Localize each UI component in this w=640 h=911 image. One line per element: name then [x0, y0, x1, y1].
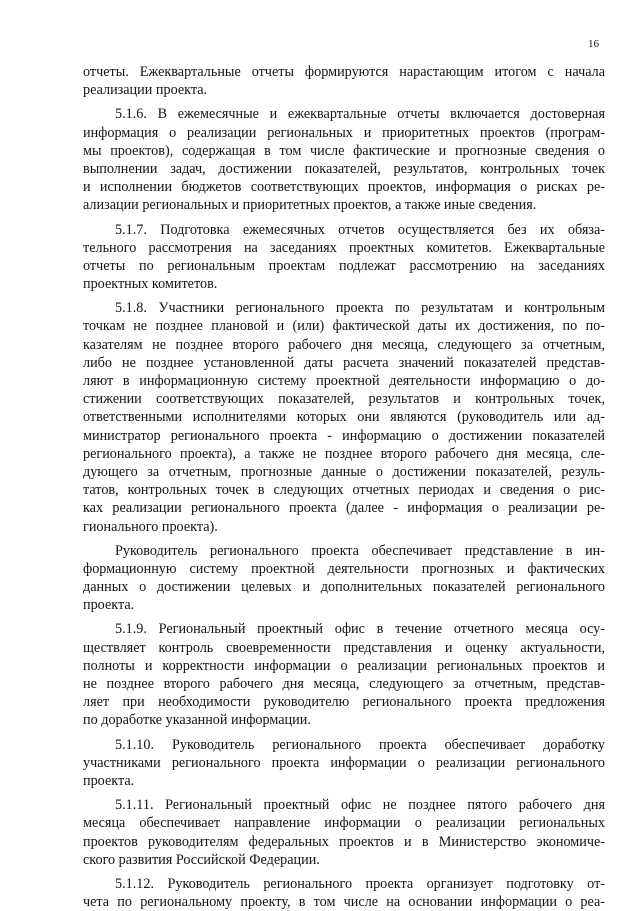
paragraph — [83, 620, 605, 729]
text-line: выполнении задач, достижении показателей, результатов, контрольных точек — [83, 160, 605, 177]
paragraph — [83, 221, 605, 294]
text-line: 5.1.12. Руководитель регионального проекта организует подготовку от- — [115, 875, 605, 892]
text-line: 5.1.7. Подготовка ежемесячных отчетов осуществляется без их обяза- — [115, 221, 605, 238]
text-line: регионального проекта), а также не позднее второго рабочего дня месяца, сле- — [83, 445, 605, 462]
text-line: ляют в информационную систему проектной деятельности информацию о до- — [83, 373, 605, 389]
text-line: реализации проекта. — [83, 82, 208, 99]
text-line: и исполнении бюджетов соответствующих проектов, информация о рисках ре- — [83, 179, 605, 196]
text-line: Руководитель регионального проекта обеспечивает представление в ин- — [115, 542, 605, 559]
text-line: 5.1.9. Региональный проектный офис в течение отчетного месяца осу- — [115, 621, 605, 638]
text-line: ответственными исполнителями которых они являются (руководитель или ад- — [83, 409, 605, 426]
page-number: 16 — [588, 38, 599, 50]
text-line: ского развития Российской Федерации. — [83, 851, 320, 868]
text-line: 5.1.8. Участники регионального проекта по результатам и контрольным — [115, 300, 605, 317]
text-line: 5.1.11. Региональный проектный офис не позднее пятого рабочего дня — [115, 797, 605, 814]
text-line: тельного рассмотрения на заседаниях проектных комитетов. Ежеквартальные — [83, 239, 605, 256]
text-line: точкам не позднее плановой и (или) фактической даты их достижения, по по- — [83, 318, 605, 335]
text-line: дующего за отчетным, прогнозные данные о достижении показателей, резуль- — [83, 463, 605, 480]
document-body — [83, 63, 605, 911]
text-line: отчеты. Ежеквартальные отчеты формируются нарастающим итогом с начала — [83, 64, 605, 80]
paragraph — [83, 875, 605, 911]
text-line: 5.1.6. В ежемесячные и ежеквартальные отчеты включается достоверная — [115, 106, 605, 123]
text-line: полноты и корректности информации о реализации региональных проектов и — [83, 657, 605, 674]
text-line: татов, контрольных точек в следующих отчетных периодах и сведения о рис- — [83, 482, 605, 499]
text-line: казателям не позднее второго рабочего дня месяца, следующего за отчетным, — [83, 336, 605, 353]
paragraph — [83, 796, 605, 869]
text-line: информация о реализации региональных и приоритетных проектов (програм- — [83, 124, 605, 141]
text-line: проекта. — [83, 597, 135, 614]
paragraph — [83, 542, 605, 615]
text-line: мы проектов), содержащая в том числе фактические и прогнозные сведения о — [83, 142, 605, 159]
text-line: по доработке указанной информации. — [83, 712, 311, 729]
text-line: стижении соответствующих показателей, результатов и контрольных точек, — [83, 391, 605, 408]
text-line: ализации региональных и приоритетных проектов, а также иные сведения. — [83, 197, 537, 214]
text-line: проектов руководителям федеральных проектов и в Министерство экономиче- — [83, 833, 605, 850]
paragraph — [83, 63, 605, 99]
text-line: формационную систему проектной деятельности прогнозных и фактических — [83, 560, 605, 577]
text-line: ках реализации регионального проекта (далее - информация о реализации ре- — [83, 500, 605, 517]
paragraph — [83, 299, 605, 535]
text-line: месяца обеспечивает направление информации о реализации региональных — [83, 815, 605, 832]
text-line: отчеты по региональным проектам подлежат рассмотрению на заседаниях — [83, 257, 605, 274]
paragraph — [83, 736, 605, 791]
text-line: 5.1.10. Руководитель регионального проекта обеспечивает доработку — [115, 736, 605, 753]
text-line: гионального проекта). — [83, 518, 218, 535]
text-line: проектных комитетов. — [83, 276, 218, 293]
paragraph — [83, 105, 605, 214]
text-line: данных о достижении целевых и дополнительных показателей регионального — [83, 579, 605, 596]
text-line: проекта. — [83, 772, 135, 789]
text-line: либо не позднее установленной даты расчета значений показателей представ- — [83, 354, 605, 371]
text-line: не позднее второго рабочего дня месяца, следующего за отчетным, представ- — [83, 676, 605, 692]
text-line: участниками регионального проекта информации о реализации регионального — [83, 754, 605, 771]
text-line: ляет при необходимости руководителю регионального проекта предложения — [83, 694, 605, 711]
text-line: министратор регионального проекта - информацию о достижении показателей — [83, 427, 605, 444]
text-line: ществляет контроль своевременности представления и оценку актуальности, — [83, 639, 605, 656]
text-line: чета по региональному проекту, в том числе на основании информации о реа- — [83, 894, 605, 911]
